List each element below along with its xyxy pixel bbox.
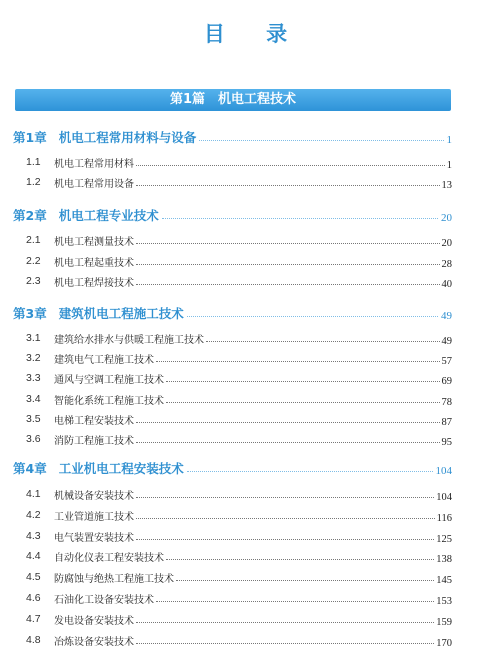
section-title: 石油化工设备安装技术 [54, 594, 154, 606]
section-title: 机电工程起重技术 [54, 257, 134, 269]
dot-leader [136, 442, 440, 443]
section-entry[interactable] [0, 349, 491, 367]
chapter-name: 机电工程常用材料与设备 [58, 130, 197, 145]
dot-leader [136, 539, 434, 540]
section-entry[interactable] [0, 231, 491, 249]
section-title: 建筑给水排水与供暖工程施工技术 [54, 334, 204, 346]
chapter-name: 建筑机电工程施工技术 [58, 306, 184, 321]
section-entry[interactable] [0, 631, 491, 649]
section-number: 2.1 [26, 234, 41, 246]
section-number: 1.1 [26, 156, 41, 168]
section-entry[interactable] [0, 410, 491, 428]
section-entry[interactable] [0, 369, 491, 387]
chapter-page-number: 20 [441, 211, 452, 224]
chapter-title [13, 128, 196, 146]
dot-leader [136, 622, 434, 623]
dot-leader [136, 497, 434, 498]
section-entry[interactable] [0, 390, 491, 408]
section-number: 4.7 [26, 613, 41, 625]
section-title: 电梯工程安装技术 [54, 415, 134, 427]
chapter-number: 第1章 [13, 130, 47, 145]
section-title: 发电设备安装技术 [54, 615, 134, 627]
chapter-name: 机电工程专业技术 [58, 208, 159, 223]
section-entry[interactable] [0, 485, 491, 503]
dot-leader [162, 218, 438, 219]
dot-leader [166, 402, 440, 403]
section-title: 自动化仪表工程安装技术 [54, 552, 164, 564]
dot-leader [199, 140, 443, 141]
dot-leader [136, 518, 435, 519]
section-number: 3.5 [26, 413, 41, 425]
section-page-number: 57 [441, 355, 452, 367]
section-title: 通风与空调工程施工技术 [54, 374, 164, 386]
section-page-number: 49 [441, 335, 452, 347]
section-number: 4.6 [26, 592, 41, 604]
section-number: 4.3 [26, 530, 41, 542]
section-page-number: 138 [436, 553, 452, 565]
section-title: 工业管道施工技术 [54, 511, 134, 523]
section-page-number: 40 [441, 278, 452, 290]
section-title: 机电工程焊接技术 [54, 277, 134, 289]
dot-leader [156, 361, 440, 362]
chapter-title [13, 304, 184, 322]
section-title: 建筑电气工程施工技术 [54, 354, 154, 366]
section-number: 1.2 [26, 176, 41, 188]
section-entry[interactable] [0, 589, 491, 607]
chapter-number: 第4章 [13, 461, 47, 476]
section-entry[interactable] [0, 506, 491, 524]
section-page-number: 95 [441, 436, 452, 448]
dot-leader [136, 643, 434, 644]
section-page-number: 153 [436, 595, 452, 607]
section-entry[interactable] [0, 153, 491, 171]
dot-leader [136, 264, 440, 265]
section-title: 机电工程常用设备 [54, 178, 134, 190]
section-title: 机电工程常用材料 [54, 158, 134, 170]
chapter-page-number: 49 [441, 309, 452, 322]
title-char-1: 目 [203, 22, 225, 46]
section-entry[interactable] [0, 173, 491, 191]
section-number: 3.3 [26, 372, 41, 384]
page-title [0, 18, 491, 46]
dot-leader [136, 243, 440, 244]
section-number: 3.1 [26, 332, 41, 344]
chapter-page-number: 1 [446, 133, 452, 146]
section-page-number: 170 [436, 637, 452, 649]
dot-leader [136, 185, 440, 186]
dot-leader [206, 341, 440, 342]
section-number: 4.8 [26, 634, 41, 646]
section-title: 防腐蚀与绝热工程施工技术 [54, 573, 174, 585]
section-number: 3.4 [26, 393, 41, 405]
section-page-number: 20 [441, 237, 452, 249]
section-entry[interactable] [0, 430, 491, 448]
section-number: 3.2 [26, 352, 41, 364]
section-page-number: 116 [436, 512, 452, 524]
chapter-title [13, 206, 159, 224]
section-page-number: 78 [441, 396, 452, 408]
section-entry[interactable] [0, 252, 491, 270]
chapter-entry[interactable] [0, 127, 491, 147]
section-title: 消防工程施工技术 [54, 435, 134, 447]
chapter-name: 工业机电工程安装技术 [58, 461, 184, 476]
section-entry[interactable] [0, 527, 491, 545]
section-page-number: 69 [441, 375, 452, 387]
section-entry[interactable] [0, 568, 491, 586]
section-number: 2.3 [26, 275, 41, 287]
chapter-number: 第2章 [13, 208, 47, 223]
section-page-number: 13 [441, 179, 452, 191]
section-page-number: 28 [441, 258, 452, 270]
section-page-number: 125 [436, 533, 452, 545]
dot-leader [166, 381, 440, 382]
dot-leader [136, 422, 440, 423]
section-page-number: 1 [446, 159, 452, 171]
section-page-number: 104 [436, 491, 452, 503]
dot-leader [187, 471, 433, 472]
chapter-entry[interactable] [0, 458, 491, 478]
section-entry[interactable] [0, 272, 491, 290]
section-page-number: 145 [436, 574, 452, 586]
section-title: 智能化系统工程施工技术 [54, 395, 164, 407]
section-entry[interactable] [0, 610, 491, 628]
section-title: 机械设备安装技术 [54, 490, 134, 502]
chapter-entry[interactable] [0, 205, 491, 225]
dot-leader [156, 601, 434, 602]
dot-leader [166, 559, 434, 560]
dot-leader [136, 165, 445, 166]
chapter-title [13, 459, 184, 477]
section-entry[interactable] [0, 547, 491, 565]
chapter-entry[interactable] [0, 303, 491, 323]
section-title: 机电工程测量技术 [54, 236, 134, 248]
part-banner: 第1篇 机电工程技术 [15, 89, 451, 111]
section-number: 4.5 [26, 571, 41, 583]
section-entry[interactable] [0, 329, 491, 347]
dot-leader [187, 316, 438, 317]
section-number: 4.2 [26, 509, 41, 521]
chapter-page-number: 104 [435, 464, 452, 477]
section-page-number: 87 [441, 416, 452, 428]
dot-leader [136, 284, 440, 285]
section-number: 4.1 [26, 488, 41, 500]
section-title: 冶炼设备安装技术 [54, 636, 134, 648]
chapter-number: 第3章 [13, 306, 47, 321]
title-char-2: 录 [266, 22, 288, 46]
section-number: 4.4 [26, 550, 41, 562]
section-title: 电气装置安装技术 [54, 532, 134, 544]
section-page-number: 159 [436, 616, 452, 628]
section-number: 2.2 [26, 255, 41, 267]
section-number: 3.6 [26, 433, 41, 445]
dot-leader [176, 580, 434, 581]
